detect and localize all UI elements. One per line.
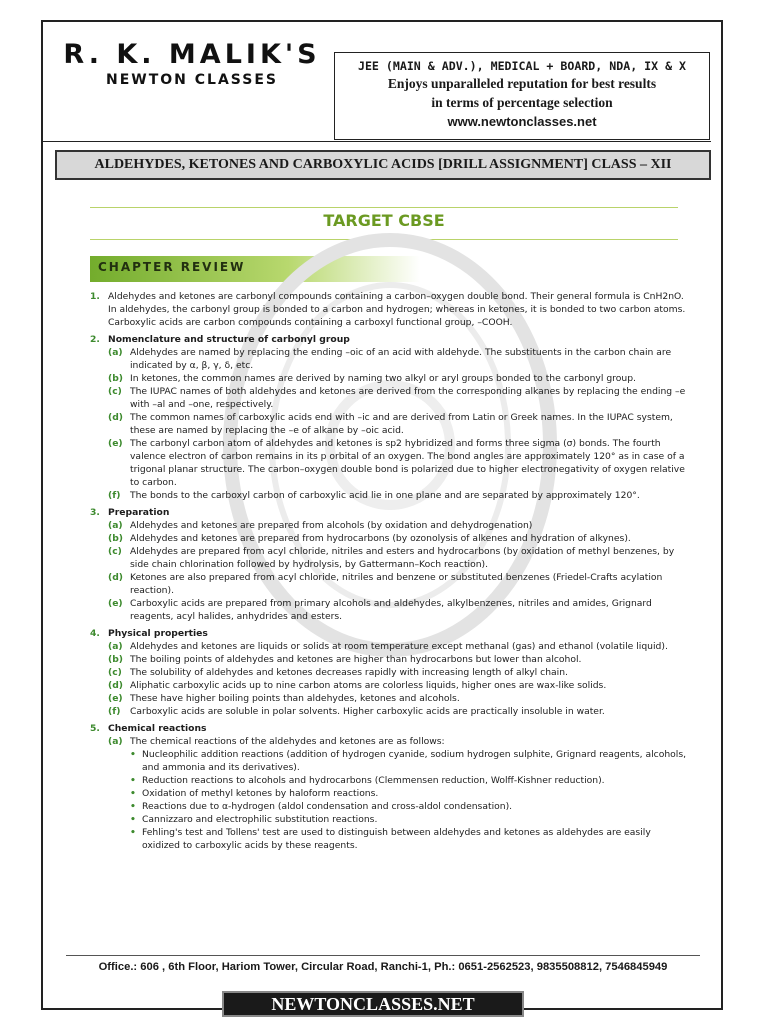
section-2 (90, 333, 690, 502)
bullet-item: • Oxidation of methyl ketones by haloform reactions. (130, 788, 379, 799)
section-heading: Chemical reactions (108, 723, 207, 734)
list-item: (b) The boiling points of aldehydes and ketones are higher than hydrocarbons but lower than alcohol. (108, 654, 582, 665)
list-item: (c) The solubility of aldehydes and ketones decreases rapidly with increasing length of alkyl chain. (108, 667, 568, 678)
section-number: 3. (90, 507, 100, 518)
section-heading: Nomenclature and structure of carbonyl group (108, 334, 350, 345)
section-4 (90, 627, 690, 718)
list-item: (b) Aldehydes and ketones are prepared from hydrocarbons (by ozonolysis of alkenes and hydration of alkynes). (108, 533, 631, 544)
target-heading: TARGET CBSE (323, 211, 445, 230)
target-rule-top (90, 207, 678, 208)
bullet-item: • Fehling's test and Tollens' test are used to distinguish between aldehydes and ketones as aldehydes are easily oxidized to carboxylic acids by these reagents. (130, 827, 651, 851)
list-item: (a) Aldehydes and ketones are prepared from alcohols (by oxidation and dehydrogenation) (108, 520, 533, 531)
list-item: (a) The chemical reactions of the aldehydes and ketones are as follows: (108, 736, 445, 747)
header-divider (43, 141, 711, 142)
chapter-review-label: CHAPTER REVIEW (98, 260, 246, 274)
list-item: (e) The carbonyl carbon atom of aldehydes and ketones is sp2 hybridized and forms three sigma (σ) bonds. The fourth valence electron of carbon remains in its p orbital of an oxygen. The bond angles are approximately 120° as in case of a trigonal planar structure. The carbon–oxygen double bond is polarized due to higher electronegativity of oxygen relative to carbon. (108, 438, 685, 488)
website-banner: NEWTONCLASSES.NET (222, 991, 524, 1017)
list-item: (e) These have higher boiling points than aldehydes, ketones and alcohols. (108, 693, 460, 704)
brand-title: R. K. MALIK'S (63, 39, 321, 70)
list-item: (f) Carboxylic acids are soluble in polar solvents. Higher carboxylic acids are practically insoluble in water. (108, 706, 605, 717)
list-item: (a) Aldehydes and ketones are liquids or solids at room temperature except methanal (gas) and ethanol (volatile liquid). (108, 641, 668, 652)
list-item: (c) The IUPAC names of both aldehydes and ketones are derived from the corresponding alkanes by replacing the ending –e with –al and –one, respectively. (108, 386, 686, 410)
section-number: 5. (90, 723, 100, 734)
section-5 (90, 722, 690, 852)
brand-subtitle: NEWTON CLASSES (106, 72, 278, 88)
section-heading: Preparation (108, 507, 170, 518)
bullet-item: • Reactions due to α-hydrogen (aldol condensation and cross-aldol condensation). (130, 801, 513, 812)
office-address: Office.: 606 , 6th Floor, Hariom Tower, Circular Road, Ranchi-1, Ph.: 0651-2562523, 9835508812, 7546845949 (98, 961, 668, 973)
list-item: (d) Ketones are also prepared from acyl chloride, nitriles and benzene or substituted benzenes (Friedel-Crafts acylation reaction). (108, 572, 663, 596)
info-website: www.newtonclasses.net (447, 114, 597, 129)
section-1 (90, 290, 690, 329)
bullet-item: • Reduction reactions to alcohols and hydrocarbons (Clemmensen reduction, Wolff-Kishner reduction). (130, 775, 605, 786)
page-title: ALDEHYDES, KETONES AND CARBOXYLIC ACIDS [DRILL ASSIGNMENT] CLASS – XII (55, 150, 711, 180)
footer-divider (66, 955, 700, 956)
section-number: 1. (90, 291, 100, 302)
list-item: (c) Aldehydes are prepared from acyl chloride, nitriles and esters and hydrocarbons (by oxidation of methyl benzenes, by side chain chlorination followed by hydrolysis, by Gattermann–Koch reaction). (108, 546, 675, 570)
list-item: (b) In ketones, the common names are derived by naming two alkyl or aryl groups bonded to the carbonyl group. (108, 373, 636, 384)
section-number: 2. (90, 334, 100, 345)
list-item: (a) Aldehydes are named by replacing the ending –oic of an acid with aldehyde. The substituents in the carbon chain are indicated by α, β, γ, δ, etc. (108, 347, 672, 371)
info-selection: in terms of percentage selection (431, 95, 613, 110)
section-3 (90, 506, 690, 623)
brand-block (52, 40, 332, 108)
bullet-item: • Nucleophilic addition reactions (addition of hydrogen cyanide, sodium hydrogen sulphite, Grignard reagents, alcohols, and ammonia and its derivatives). (130, 749, 687, 773)
bullet-item: • Cannizzaro and electrophilic substitution reactions. (130, 814, 378, 825)
list-item: (f) The bonds to the carboxyl carbon of carboxylic acid lie in one plane and are separated by approximately 120°. (108, 490, 640, 501)
list-item: (d) The common names of carboxylic acids end with –ic and are derived from Latin or Greek names. In the IUPAC system, these are named by replacing the –e of alkane by –oic acid. (108, 412, 673, 436)
info-courses: JEE (MAIN & ADV.), MEDICAL + BOARD, NDA, IX & X (357, 59, 687, 73)
info-box (334, 52, 710, 140)
review-content (90, 290, 690, 856)
list-item: (d) Aliphatic carboxylic acids up to nine carbon atoms are colorless liquids, higher ones are wax-like solids. (108, 680, 607, 691)
section-number: 4. (90, 628, 100, 639)
section-heading: Physical properties (108, 628, 208, 639)
list-item: (e) Carboxylic acids are prepared from primary alcohols and aldehydes, alkylbenzenes, nitriles and amides, Grignard reagents, acyl halides, anhydrides and esters. (108, 598, 652, 622)
section-text: Aldehydes and ketones are carbonyl compounds containing a carbon–oxygen double bond. Their general formula is CnH2nO. In aldehydes, the carbonyl group is bonded to a carbon and hydrogen; whereas in ketones, it is bonded to two carbon atoms. Carboxylic acids are carbon compounds containing a carboxyl functional group, –COOH. (108, 291, 686, 328)
info-reputation: Enjoys unparalleled reputation for best results (387, 76, 657, 91)
